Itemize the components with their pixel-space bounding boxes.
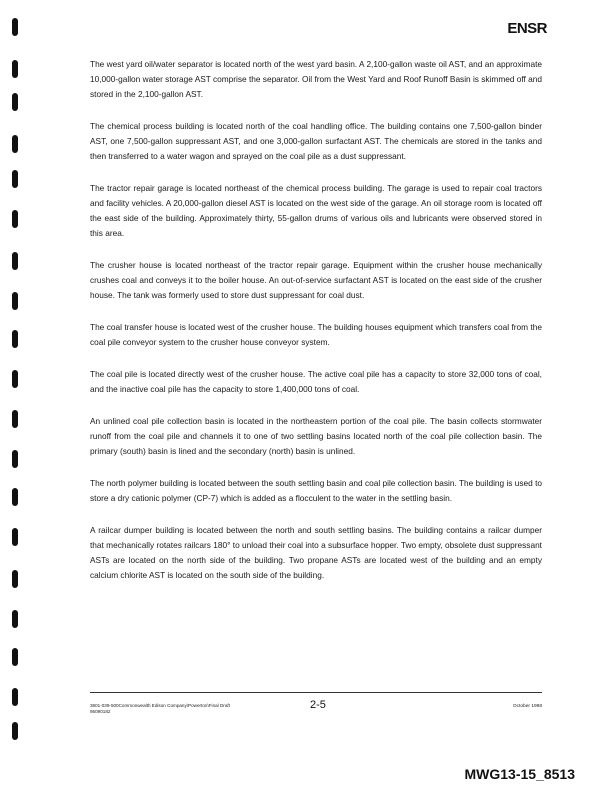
binder-hole — [12, 722, 18, 740]
binder-hole — [12, 330, 18, 348]
footer-project-number: 95090182 — [90, 709, 111, 714]
paragraph-oil-water-separator: The west yard oil/water separator is located north of the west yard basin. A 2,100-gallon waste oil AST, and an approximate 10,000-gallon water storage AST comprise the separator. Oil from the West Yard and Roof Runoff Basin is skimmed off and stored in the 2,100-gallon AST. — [90, 59, 542, 99]
footer-project-info — [90, 703, 230, 715]
binder-hole — [12, 610, 18, 628]
paragraph-tractor-repair-garage: The tractor repair garage is located northeast of the chemical process building. The garage is used to repair coal tractors and facility vehicles. A 20,000-gallon diesel AST is located on the west side of the garage. An oil storage room is located off the east side of the building. Approximately thirty, 55-gallon drums of various oils and lubricants were observed stored in this area. — [90, 183, 542, 238]
binder-holes — [10, 0, 22, 800]
binder-hole — [12, 450, 18, 468]
paragraph-north-polymer-building: The north polymer building is located between the south settling basin and coal pile collection basin. The building is used to store a dry cationic polymer (CP-7) which is added as a flocculent to the water in the settling basin. — [90, 478, 542, 503]
binder-hole — [12, 570, 18, 588]
binder-hole — [12, 292, 18, 310]
binder-hole — [12, 60, 18, 78]
footer-date: October 1998 — [512, 704, 542, 709]
binder-hole — [12, 528, 18, 546]
binder-hole — [12, 488, 18, 506]
binder-hole — [12, 370, 18, 388]
paragraph-chemical-process-building: The chemical process building is located north of the coal handling office. The building contains one 7,500-gallon binder AST, one 7,500-gallon suppressant AST, and one 3,000-gallon surfactant AST. The chemicals are stored in the tanks and then transferred to a water wagon and sprayed on the coal pile as a dust suppressant. — [90, 121, 542, 161]
binder-hole — [12, 410, 18, 428]
paragraph-crusher-house: The crusher house is located northeast of the tractor repair garage. Equipment within the crusher house mechanically crushes coal and conveys it to the boiler house. An out-of-service surfactant AST is located on the east side of the crusher house. The tank was formerly used to store dust suppressant for coal dust. — [90, 260, 542, 300]
document-id: MWG13-15_8513 — [464, 766, 575, 782]
page-number: 2-5 — [310, 699, 326, 711]
binder-hole — [12, 210, 18, 228]
binder-hole — [12, 252, 18, 270]
footer-project-line: 3801-039-500Commonwealth Edison Company\Powerton\Final Draft — [90, 703, 230, 708]
binder-hole — [12, 648, 18, 666]
paragraph-coal-pile: The coal pile is located directly west of the crusher house. The active coal pile has a capacity to store 32,000 tons of coal, and the inactive coal pile has the capacity to store 1,400,000 tons of coal. — [90, 369, 542, 394]
paragraph-railcar-dumper-building: A railcar dumper building is located between the north and south settling basins. The building contains a railcar dumper that mechanically rotates railcars 180° to unload their coal into a subsurface hopper. Two empty, obsolete dust suppressant ASTs are located on the north side of the building. Two propane ASTs are located west of the building and an empty calcium chlorite AST is located on the south side of the building. — [90, 525, 542, 580]
footer-divider — [90, 692, 542, 693]
binder-hole — [12, 170, 18, 188]
body-text — [90, 57, 542, 600]
binder-hole — [12, 688, 18, 706]
paragraph-collection-basin: An unlined coal pile collection basin is located in the northeastern portion of the coal pile. The basin collects stormwater runoff from the coal pile and channels it to one of two settling basins located north of the coal pile collection basin. The primary (south) basin is lined and the secondary (north) basin is unlined. — [90, 416, 542, 456]
binder-hole — [12, 135, 18, 153]
binder-hole — [12, 93, 18, 111]
company-logo: ENSR — [507, 20, 547, 37]
binder-hole — [12, 18, 18, 36]
paragraph-coal-transfer-house: The coal transfer house is located west of the crusher house. The building houses equipment which transfers coal from the coal pile conveyor system to the crusher house conveyor system. — [90, 322, 542, 347]
